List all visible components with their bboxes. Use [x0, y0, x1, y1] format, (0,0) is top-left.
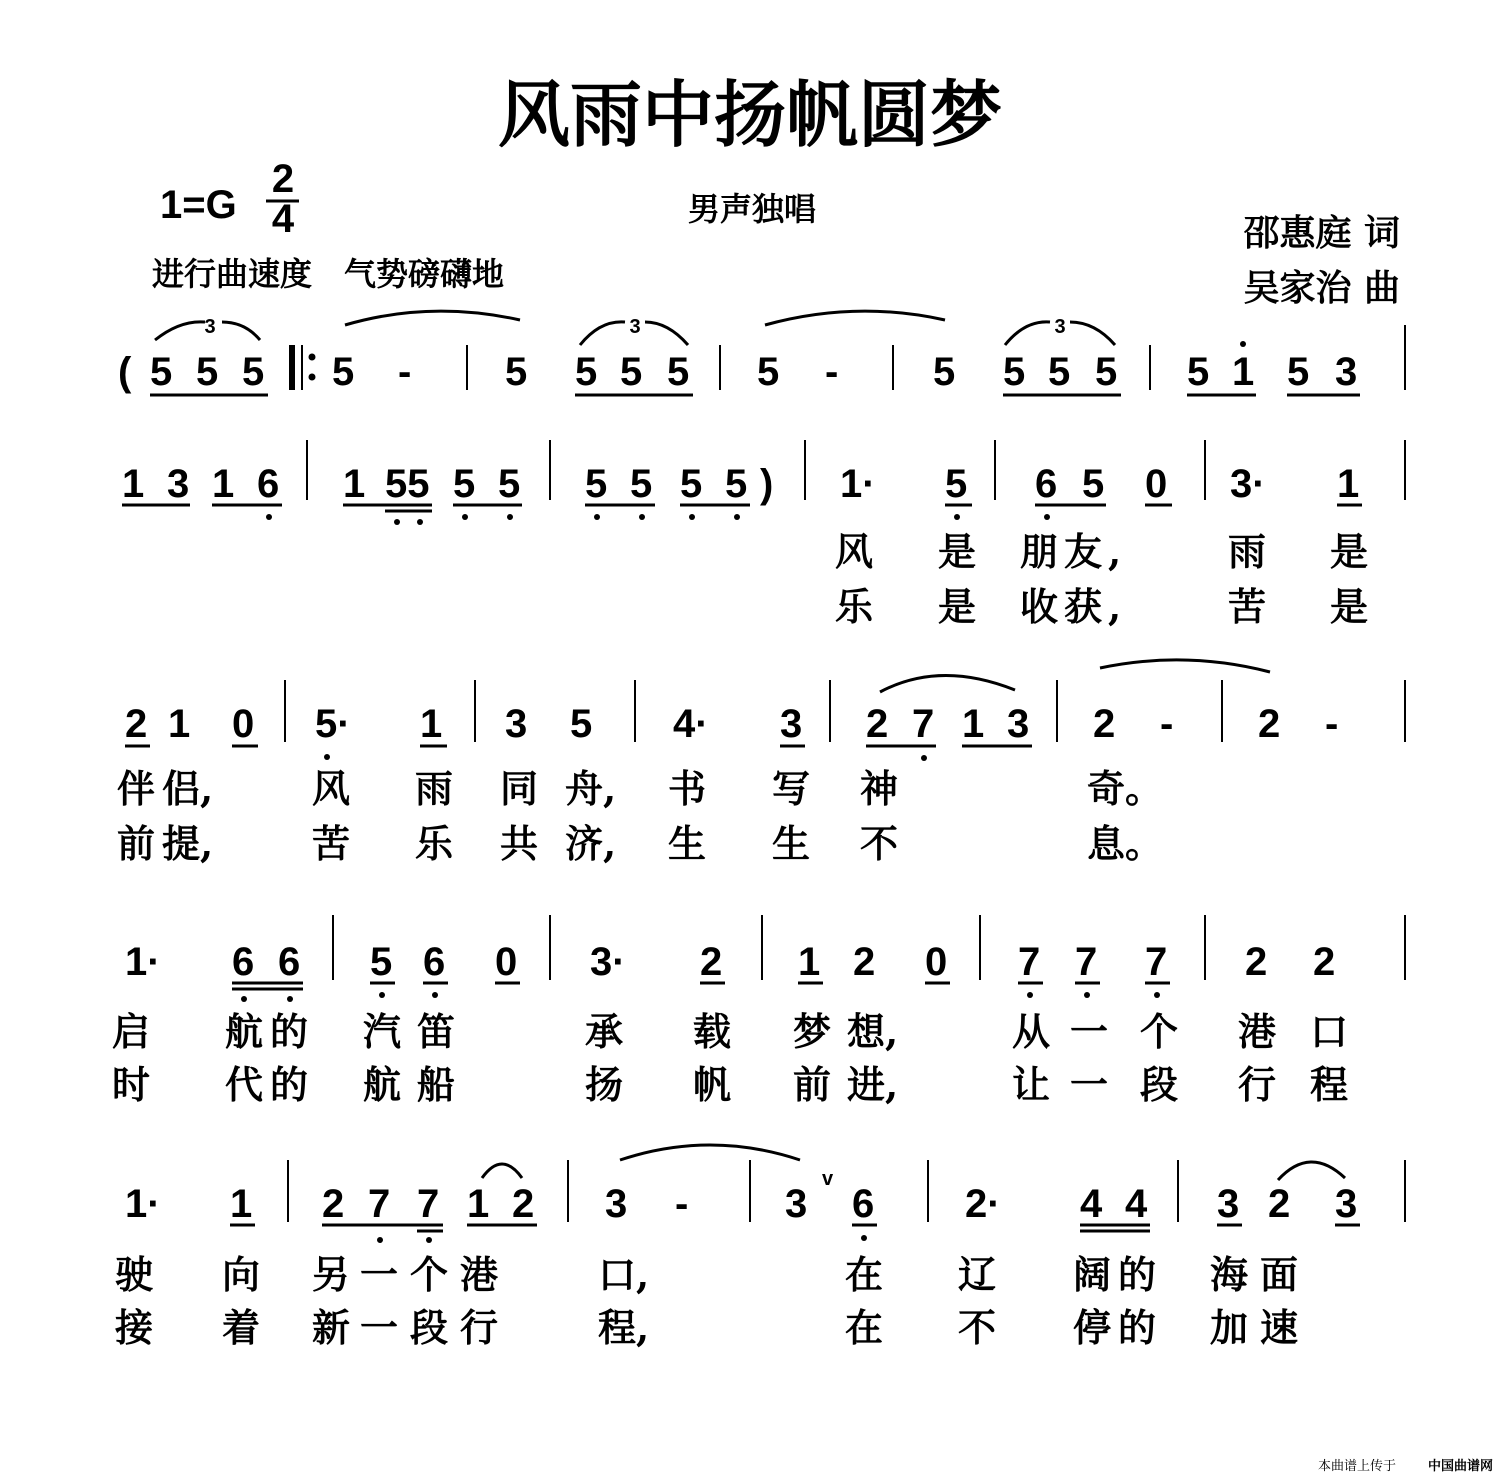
note: 3 — [1335, 350, 1358, 394]
lyric: 朋友, — [1020, 529, 1128, 574]
note: 2 — [700, 940, 723, 984]
lyric: 舟, — [565, 766, 617, 811]
lyric: 雨 — [1228, 529, 1267, 574]
lyric: 是 — [938, 584, 977, 629]
note: 7 — [1145, 940, 1168, 984]
lyric: 收获, — [1020, 584, 1128, 629]
lyric: 个 — [1140, 1009, 1179, 1054]
lyric: 一 — [1070, 1062, 1109, 1107]
note: 2· — [965, 1182, 1001, 1226]
note: - — [1160, 702, 1174, 746]
lyric: 行 — [460, 1305, 499, 1350]
lyric: 船 — [417, 1062, 456, 1107]
lyric: 扬 — [585, 1062, 624, 1107]
note: 6 — [423, 940, 446, 984]
lyric: 不 — [958, 1305, 997, 1350]
note: 2 — [1258, 702, 1281, 746]
note: 2 — [1093, 702, 1116, 746]
note: 1 — [212, 462, 235, 506]
note: ) — [760, 462, 774, 506]
note: 7 — [1018, 940, 1041, 984]
lyric: 梦 — [793, 1009, 832, 1054]
note: 1· — [840, 462, 876, 506]
footer-text: 本曲谱上传于 — [1318, 1459, 1397, 1474]
time-sig-top: 2 — [271, 157, 295, 201]
lyric: 的 — [270, 1009, 309, 1054]
note: 5 — [667, 350, 690, 394]
lyric: 书 — [668, 766, 707, 811]
note: 2 — [1313, 940, 1336, 984]
note: 1 — [122, 462, 145, 506]
lyric: 乐 — [835, 584, 874, 629]
lyricist-credit: 邵惠庭 词 — [1243, 212, 1400, 254]
lyric: 苦 — [312, 821, 351, 866]
note: 5 — [725, 462, 748, 506]
lyric: 息。 — [1087, 821, 1164, 866]
lyric: 辽 — [958, 1252, 997, 1297]
lyric: 奇。 — [1087, 766, 1164, 811]
note: 4 — [1080, 1182, 1103, 1226]
lyric: 一 — [360, 1305, 399, 1350]
lyric: 载 — [693, 1009, 732, 1054]
note: 5 — [1082, 462, 1105, 506]
lyric: 生 — [668, 821, 707, 866]
note: 2 — [853, 940, 876, 984]
note: ( — [118, 350, 132, 394]
note: 0 — [925, 940, 948, 984]
lyric: 写 — [772, 766, 811, 811]
note: 5 — [1003, 350, 1026, 394]
lyric: 着 — [222, 1305, 261, 1350]
lyric: 的 — [270, 1062, 309, 1107]
note: 5 — [453, 462, 476, 506]
lyric: 段 — [1140, 1062, 1179, 1107]
lyric: 从 — [1012, 1009, 1051, 1054]
lyric: 段 — [410, 1305, 449, 1350]
note: 3 — [167, 462, 190, 506]
lyric: 风 — [312, 766, 351, 811]
note: 5 — [1095, 350, 1118, 394]
note: 1 — [467, 1182, 490, 1226]
lyric: 不 — [860, 821, 899, 866]
lyric: 生 — [772, 821, 811, 866]
note: 6 — [1035, 462, 1058, 506]
lyric: 前 — [793, 1062, 832, 1107]
lyric: 济, — [565, 821, 617, 866]
lyric: 的 — [1118, 1252, 1157, 1297]
lyric: 驶 — [115, 1252, 154, 1297]
footer-site: 中国曲谱网 — [1428, 1459, 1494, 1474]
lyric: 口 — [1310, 1009, 1349, 1054]
note: 4· — [673, 702, 709, 746]
note: 0 — [232, 702, 255, 746]
lyric: 同 — [500, 766, 539, 811]
tempo-marking: 进行曲速度 气势磅礴地 — [152, 255, 505, 293]
note: 1 — [420, 702, 443, 746]
performance-style: 男声独唱 — [687, 190, 817, 228]
breath-mark: v — [822, 1168, 834, 1190]
note: 5· — [315, 702, 351, 746]
note: 5 — [1187, 350, 1210, 394]
lyric: 提, — [162, 821, 214, 866]
lyric: 是 — [1330, 529, 1369, 574]
note: 1 — [1232, 350, 1255, 394]
note: 3 — [505, 702, 528, 746]
lyric: 进, — [847, 1062, 899, 1107]
lyric: 一 — [1070, 1009, 1109, 1054]
lyric: 在 — [845, 1252, 884, 1297]
note: 5 — [1287, 350, 1310, 394]
note: 5 — [498, 462, 521, 506]
lyric: 雨 — [415, 766, 454, 811]
lyric: 让 — [1012, 1062, 1051, 1107]
lyric: 在 — [845, 1305, 884, 1350]
note: 55 — [385, 462, 430, 506]
note: 5 — [570, 702, 593, 746]
note: 4 — [1125, 1182, 1148, 1226]
lyric: 阔 — [1073, 1252, 1112, 1297]
note: 6 — [278, 940, 301, 984]
note: 2 — [322, 1182, 345, 1226]
lyric: 时 — [112, 1062, 151, 1107]
lyric: 是 — [1330, 584, 1369, 629]
lyric: 航 — [363, 1062, 402, 1107]
lyric: 风 — [835, 529, 874, 574]
lyric: 新 — [312, 1305, 351, 1350]
note: 5 — [620, 350, 643, 394]
lyric: 个 — [410, 1252, 449, 1297]
lyric: 面 — [1260, 1252, 1299, 1297]
note: 1 — [343, 462, 366, 506]
note: 5 — [585, 462, 608, 506]
note: 5 — [505, 350, 528, 394]
note: 5 — [680, 462, 703, 506]
note: 6 — [852, 1182, 875, 1226]
note: 3 — [605, 1182, 628, 1226]
note: 0 — [1145, 462, 1168, 506]
note: 3 — [785, 1182, 808, 1226]
note: 3 — [780, 702, 803, 746]
note: - — [825, 350, 839, 394]
lyric: 一 — [360, 1252, 399, 1297]
lyric: 乐 — [415, 821, 454, 866]
note: 5 — [196, 350, 219, 394]
note: 2 — [125, 702, 148, 746]
lyric: 代 — [225, 1062, 264, 1107]
lyric: 神 — [860, 766, 899, 811]
lyric: 停 — [1073, 1305, 1112, 1350]
triplet-mark: 3 — [204, 316, 216, 338]
composer-credit: 吴家治 曲 — [1243, 267, 1400, 309]
note: 1· — [125, 940, 161, 984]
note: 5 — [1048, 350, 1071, 394]
lyric: 程 — [1310, 1062, 1349, 1107]
note: - — [398, 350, 412, 394]
lyric: 的 — [1118, 1305, 1157, 1350]
note: 5 — [242, 350, 265, 394]
note: 5 — [370, 940, 393, 984]
note: 7 — [912, 702, 935, 746]
time-sig-bottom: 4 — [271, 197, 295, 241]
lyric: 共 — [500, 821, 539, 866]
lyric: 速 — [1260, 1305, 1299, 1350]
note: 2 — [512, 1182, 535, 1226]
note: 2 — [866, 702, 889, 746]
lyric: 加 — [1210, 1305, 1249, 1350]
note: 0 — [495, 940, 518, 984]
triplet-mark: 3 — [1054, 316, 1066, 338]
note: 3 — [1335, 1182, 1358, 1226]
lyric: 海 — [1210, 1252, 1249, 1297]
note: 6 — [232, 940, 255, 984]
lyric: 伴 — [117, 766, 156, 811]
key-signature: 1=G — [160, 183, 237, 227]
lyric: 汽 — [363, 1009, 402, 1054]
note: 1 — [230, 1182, 253, 1226]
lyric: 启 — [112, 1009, 151, 1054]
note: 7 — [368, 1182, 391, 1226]
lyric: 是 — [938, 529, 977, 574]
note: 5 — [945, 462, 968, 506]
lyric: 侣, — [162, 766, 214, 811]
note: 3 — [1007, 702, 1030, 746]
lyric: 接 — [115, 1305, 154, 1350]
note: 5 — [630, 462, 653, 506]
note: 3 — [1217, 1182, 1240, 1226]
note: 6 — [257, 462, 280, 506]
lyric: 笛 — [417, 1009, 456, 1054]
note: 3· — [590, 940, 626, 984]
note: - — [1325, 702, 1339, 746]
note: 1 — [798, 940, 821, 984]
note: 1· — [125, 1182, 161, 1226]
lyric: 帆 — [693, 1062, 732, 1107]
lyric: 口, — [598, 1252, 650, 1297]
lyric: 行 — [1238, 1062, 1277, 1107]
lyric: 另 — [312, 1252, 351, 1297]
note: 1 — [168, 702, 191, 746]
note: 5 — [933, 350, 956, 394]
song-title: 风雨中扬帆圆梦 — [497, 72, 1003, 157]
note: - — [675, 1182, 689, 1226]
note: 1 — [962, 702, 985, 746]
lyric: 港 — [1238, 1009, 1277, 1054]
lyric: 想, — [847, 1009, 899, 1054]
note: 2 — [1245, 940, 1268, 984]
lyric: 港 — [460, 1252, 499, 1297]
note: 1 — [1337, 462, 1360, 506]
note: 2 — [1268, 1182, 1291, 1226]
note: 5 — [150, 350, 173, 394]
note: 5 — [575, 350, 598, 394]
note: 7 — [1075, 940, 1098, 984]
note: 3· — [1230, 462, 1266, 506]
lyric: 承 — [585, 1009, 624, 1054]
note: 5 — [757, 350, 780, 394]
lyric: 向 — [222, 1252, 261, 1297]
lyric: 苦 — [1228, 584, 1267, 629]
lyric: 航 — [225, 1009, 264, 1054]
triplet-mark: 3 — [629, 316, 641, 338]
note: 5 — [332, 350, 355, 394]
lyric: 程, — [598, 1305, 650, 1350]
note: 7 — [417, 1182, 440, 1226]
lyric: 前 — [117, 821, 156, 866]
